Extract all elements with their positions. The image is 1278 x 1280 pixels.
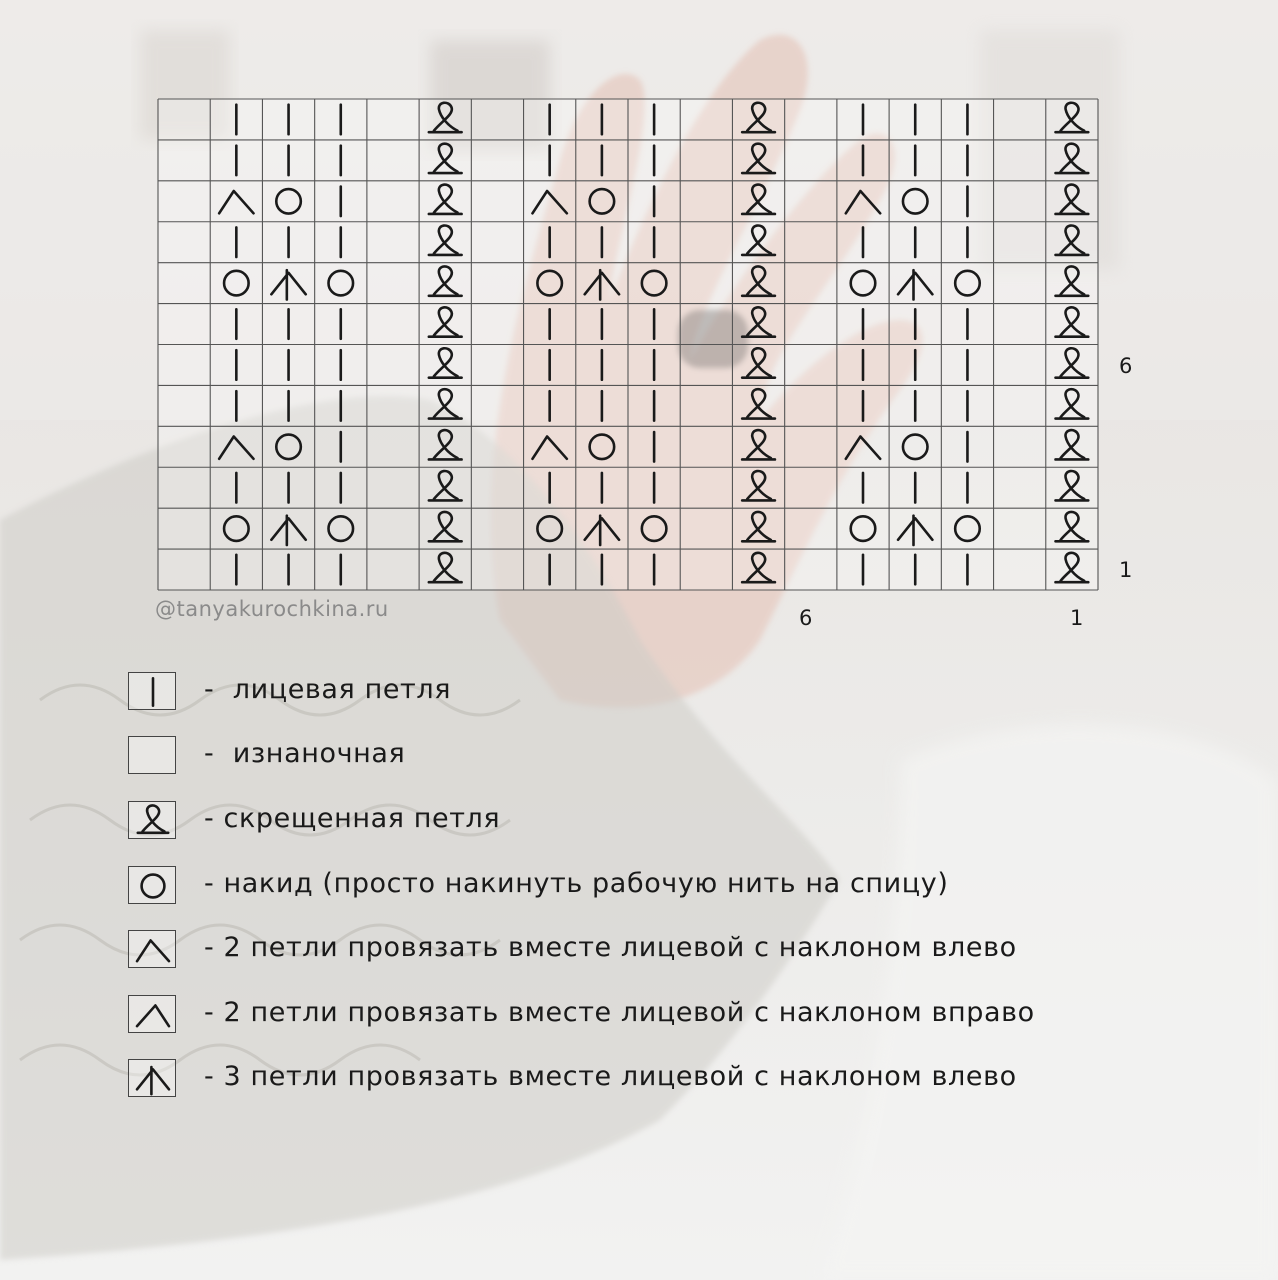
legend-k2tog-left <box>128 930 1248 970</box>
row-number-1: 1 <box>1119 558 1133 582</box>
double-decrease-icon <box>137 1067 169 1094</box>
legend-k2tog-left-text: - 2 петли провязать вместе лицевой с наклоном влево <box>204 932 1017 963</box>
legend-twisted-text: - скрещенная петля <box>204 803 501 834</box>
yarn-over-icon <box>142 875 165 898</box>
decrease-left-icon <box>137 940 169 961</box>
legend-k3tog-text: - 3 петли провязать вместе лицевой с наклоном влево <box>204 1061 1017 1092</box>
knit-symbol-icon <box>128 672 176 710</box>
legend-yarn-over <box>128 866 1248 906</box>
twisted-stitch-icon <box>138 805 168 832</box>
legend-purl-text: - изнаночная <box>204 738 406 769</box>
row-number-6: 6 <box>1119 354 1133 378</box>
legend-purl <box>128 736 1248 776</box>
legend-k2tog-right-text: - 2 петли провязать вместе лицевой с наклоном вправо <box>204 997 1035 1028</box>
column-number-1: 1 <box>1070 606 1084 630</box>
twisted-stitch-symbol-icon <box>128 801 176 839</box>
decrease-right-icon <box>137 1005 169 1026</box>
legend-knit-text: - лицевая петля <box>204 674 452 705</box>
double-decrease-symbol-icon <box>128 1059 176 1097</box>
legend-k2tog-right <box>128 995 1248 1035</box>
decrease-left-symbol-icon <box>128 930 176 968</box>
legend-knit <box>128 672 1248 712</box>
author-watermark: @tanyakurochkina.ru <box>155 597 389 621</box>
decrease-right-symbol-icon <box>128 995 176 1033</box>
purl-symbol-icon <box>128 736 176 774</box>
column-number-6: 6 <box>799 606 813 630</box>
legend-yarn-over-text: - накид (просто накинуть рабочую нить на спицу) <box>204 868 949 899</box>
legend-k3tog <box>128 1059 1248 1099</box>
legend-twisted <box>128 801 1248 841</box>
yarn-over-symbol-icon <box>128 866 176 904</box>
